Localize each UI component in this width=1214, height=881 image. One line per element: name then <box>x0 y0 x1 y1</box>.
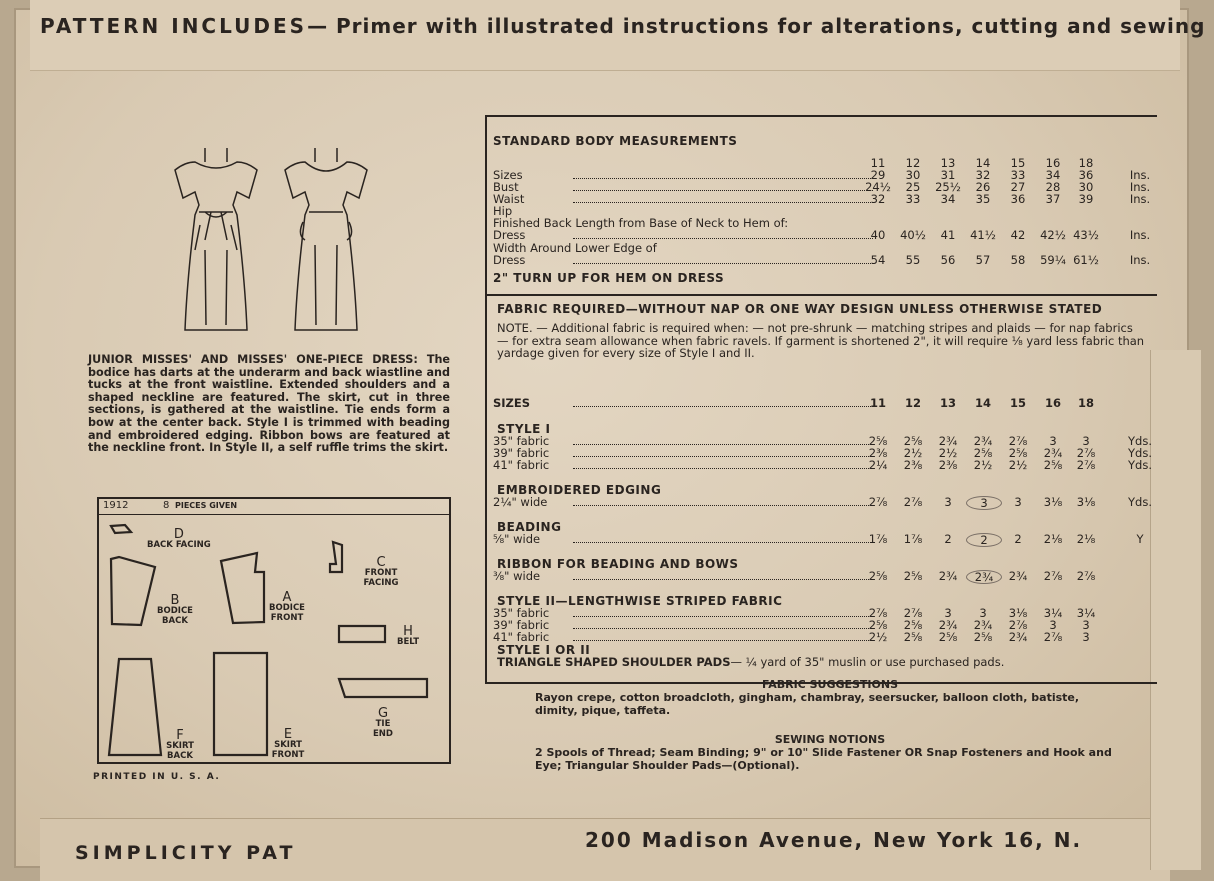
cell-value: 58 <box>1010 253 1026 267</box>
cell-value: 30 <box>905 168 921 182</box>
cell-value: 2½ <box>903 446 923 460</box>
leader-dots <box>573 579 873 580</box>
cell-value: 57 <box>975 253 991 267</box>
leader-dots <box>573 542 873 543</box>
cell-value: 3 <box>1049 434 1057 448</box>
piece-h-shape <box>339 626 385 642</box>
leader-dots <box>573 628 873 629</box>
cell-value: 11 <box>870 156 886 170</box>
cell-value: 2⅞ <box>903 495 923 509</box>
cell-value: 13 <box>940 156 956 170</box>
torn-edge <box>1150 350 1201 870</box>
cell-value: 3 <box>1049 618 1057 632</box>
shoulder-pads-line <box>497 655 1004 669</box>
table-row <box>493 254 1153 266</box>
group-title: EMBROIDERED EDGING <box>497 483 662 497</box>
cell-value: 2⅜ <box>903 458 923 472</box>
row-label: Bust <box>493 180 519 194</box>
dress-front-view <box>285 148 367 330</box>
cell-value: 2⅞ <box>1076 458 1096 472</box>
piece-c-shape <box>330 542 342 572</box>
cell-value: 25½ <box>935 180 961 194</box>
table-row <box>493 570 1153 582</box>
cell-value: 1⅞ <box>868 532 888 546</box>
cell-value: 2⅝ <box>903 434 923 448</box>
cell-value: 3¼ <box>1076 606 1096 620</box>
cell-value: 2¼ <box>868 458 888 472</box>
pieces-count-label: PIECES GIVEN <box>175 501 238 510</box>
row-label: 39" fabric <box>493 446 550 460</box>
cell-value: 55 <box>905 253 921 267</box>
cell-value: 2⅜ <box>938 458 958 472</box>
printed-in-usa: PRINTED IN U. S. A. <box>93 772 221 782</box>
cell-value: 2¾ <box>1008 630 1028 644</box>
cell-value: 3 <box>1014 495 1022 509</box>
cell-value: 2⅞ <box>868 495 888 509</box>
cell-value: 2¾ <box>938 618 958 632</box>
notions-text: 2 Spools of Thread; Seam Binding; 9" or 10" Slide Fastener OR Snap Fosteners and Hook and Eye; Triangular Shoulder Pads—(Optional). <box>535 746 1112 772</box>
leader-dots <box>573 616 873 617</box>
cell-value: 37 <box>1045 192 1061 206</box>
unit-label: Yds. <box>1128 446 1152 460</box>
measurements-title: STANDARD BODY MEASUREMENTS <box>493 134 738 148</box>
notions-title: SEWING NOTIONS <box>774 733 886 746</box>
unit-label: Ins. <box>1129 253 1151 267</box>
leader-dots <box>573 444 873 445</box>
piece-h-label: H BELT <box>397 624 420 647</box>
cell-value: 42½ <box>1040 228 1066 242</box>
cell-value: 2½ <box>938 446 958 460</box>
cell-value: 33 <box>1010 168 1026 182</box>
leader-dots <box>573 505 873 506</box>
table-row <box>493 496 1153 508</box>
table-row <box>493 533 1153 545</box>
row-label: ⅜" wide <box>493 569 541 583</box>
cell-value: 2 <box>944 532 952 546</box>
cell-value: 41½ <box>970 228 996 242</box>
cell-value: 12 <box>905 156 921 170</box>
cell-value: 2½ <box>973 458 993 472</box>
section-divider <box>487 294 1157 296</box>
cell-value: 32 <box>870 192 886 206</box>
cell-value: 26 <box>975 180 991 194</box>
cell-value: 3⅛ <box>1043 495 1063 509</box>
pattern-number: 1912 <box>103 500 129 511</box>
piece-b-shape <box>111 557 155 625</box>
cell-value: 2⅞ <box>1043 569 1063 583</box>
leader-dots <box>573 456 873 457</box>
cell-value: 54 <box>870 253 886 267</box>
piece-a-shape <box>221 553 264 623</box>
cell-value: 32 <box>975 168 991 182</box>
cell-value: 14 <box>974 396 991 410</box>
table-row <box>493 631 1153 643</box>
cell-value: 40 <box>870 228 886 242</box>
piece-d-shape <box>111 525 131 533</box>
leader-dots <box>573 238 873 239</box>
cell-value: 2¾ <box>973 618 993 632</box>
unit-label: Ins. <box>1129 192 1151 206</box>
pieces-count: 8 <box>163 500 170 511</box>
piece-c-label: C FRONT FACING <box>363 555 399 588</box>
row-label: Hip <box>493 204 513 218</box>
row-label: 41" fabric <box>493 630 550 644</box>
fabric-title: FABRIC REQUIRED—WITHOUT NAP OR ONE WAY DESIGN UNLESS OTHERWISE STATED <box>497 302 1103 316</box>
row-label: Waist <box>493 192 525 206</box>
cell-value: 33 <box>905 192 921 206</box>
cell-value: 3 <box>944 606 952 620</box>
cell-value: 2¾ <box>938 569 958 583</box>
row-label: SIZES <box>493 396 531 410</box>
row-label: Dress <box>493 228 526 242</box>
cell-value: 2⅝ <box>1008 446 1028 460</box>
cell-value: 14 <box>975 156 991 170</box>
row-label: Dress <box>493 253 526 267</box>
cell-value: 2⅝ <box>868 569 888 583</box>
cell-value: 29 <box>870 168 886 182</box>
cell-value: 2⅞ <box>1043 630 1063 644</box>
cell-value: 36 <box>1078 168 1094 182</box>
header <box>40 14 1205 38</box>
measurements-and-yardage-box <box>485 115 1157 684</box>
table-row <box>493 459 1153 471</box>
cell-value: 2 <box>1014 532 1022 546</box>
cell-value: 16 <box>1045 156 1061 170</box>
cell-value: 31 <box>940 168 956 182</box>
unit-label: Yds. <box>1128 495 1152 509</box>
unit-label: Ins. <box>1129 168 1151 182</box>
group-title: BEADING <box>497 520 562 534</box>
cell-value: 36 <box>1010 192 1026 206</box>
cell-value: 2⅝ <box>903 618 923 632</box>
cell-value: 12 <box>904 396 921 410</box>
table-row <box>493 229 1153 241</box>
row-label: 39" fabric <box>493 618 550 632</box>
cell-value: 2⅞ <box>1076 569 1096 583</box>
cell-value: 2⅝ <box>903 630 923 644</box>
row-label: 35" fabric <box>493 434 550 448</box>
leader-dots <box>573 406 873 407</box>
cell-value: 35 <box>975 192 991 206</box>
piece-b-label: B BODICE BACK <box>157 593 193 626</box>
cell-value: 59¼ <box>1040 253 1066 267</box>
cell-value: 2½ <box>1008 458 1028 472</box>
dress-illustrations <box>165 140 375 335</box>
unit-label: Ins. <box>1129 180 1151 194</box>
cell-value: 2¾ <box>966 570 1002 584</box>
fabric-suggestions <box>535 678 1125 717</box>
cell-value: 41 <box>940 228 956 242</box>
cell-value: 2¾ <box>973 434 993 448</box>
cell-value: 2⅝ <box>973 630 993 644</box>
piece-g-label: G TIE END <box>373 706 393 739</box>
cell-value: 34 <box>940 192 956 206</box>
row-label: 2¼" wide <box>493 495 548 509</box>
cell-value: 2¾ <box>1008 569 1028 583</box>
cell-value: 16 <box>1044 396 1061 410</box>
pattern-pieces-diagram <box>97 497 451 764</box>
cell-value: 2⅝ <box>868 434 888 448</box>
cell-value: 2⅝ <box>903 569 923 583</box>
cell-value: 2⅞ <box>1008 434 1028 448</box>
cell-value: 3 <box>1082 630 1090 644</box>
cell-value: 43½ <box>1073 228 1099 242</box>
cell-value: 3 <box>944 495 952 509</box>
cell-value: 34 <box>1045 168 1061 182</box>
cell-value: 2⅞ <box>868 606 888 620</box>
leader-dots <box>573 468 873 469</box>
leader-dots <box>573 263 873 264</box>
cell-value: 1⅞ <box>903 532 923 546</box>
unit-label: Y <box>1136 532 1144 546</box>
fabric-note: NOTE. — Additional fabric is required when: — not pre-shrunk — matching stripes and plaids — for nap fabrics — for extra seam allowance when fabric ravels. If garment is shortened 2", it will require ⅛ yard less fabric than yardage given for every size of Style I and II. <box>497 321 1145 360</box>
piece-e-label: E SKIRT FRONT <box>271 727 305 760</box>
sewing-notions <box>535 733 1125 772</box>
cell-value: 25 <box>905 180 921 194</box>
cell-value: 61½ <box>1073 253 1099 267</box>
publisher-address: 200 Madison Avenue, New York 16, N. <box>585 828 1083 852</box>
group-title: STYLE II—LENGTHWISE STRIPED FABRIC <box>497 594 783 608</box>
cell-value: 39 <box>1078 192 1094 206</box>
shoulder-label: TRIANGLE SHAPED SHOULDER PADS <box>497 655 731 669</box>
cell-value: 3⅛ <box>1076 495 1096 509</box>
cell-value: 13 <box>939 396 956 410</box>
leader-dots <box>573 178 873 179</box>
cell-value: 2⅛ <box>1043 532 1063 546</box>
cell-value: 3 <box>966 496 1002 510</box>
cell-value: 2⅜ <box>868 446 888 460</box>
cell-value: 18 <box>1078 156 1094 170</box>
cell-value: 2⅞ <box>1008 618 1028 632</box>
header-title: PATTERN INCLUDES <box>40 14 308 38</box>
table-row <box>493 397 1153 409</box>
unit-label: Yds. <box>1128 458 1152 472</box>
cell-value: 2¾ <box>1043 446 1063 460</box>
table-row <box>493 193 1153 205</box>
cell-value: 2¾ <box>938 434 958 448</box>
header-subtitle: — Primer with illustrated instructions for alterations, cutting and sewing <box>307 14 1206 38</box>
unit-label: Ins. <box>1129 228 1151 242</box>
row-label: Finished Back Length from Base of Neck to Hem of: <box>493 216 789 230</box>
cell-value: 11 <box>869 396 886 410</box>
cell-value: 15 <box>1010 156 1026 170</box>
cell-value: 3⅛ <box>1008 606 1028 620</box>
unit-label: Yds. <box>1128 434 1152 448</box>
group-title: RIBBON FOR BEADING AND BOWS <box>497 557 739 571</box>
piece-f-shape <box>109 659 161 755</box>
cell-value: 2½ <box>868 630 888 644</box>
cell-value: 3¼ <box>1043 606 1063 620</box>
shoulder-text: — ¼ yard of 35" muslin or use purchased pads. <box>730 655 1005 669</box>
row-label: ⅝" wide <box>493 532 541 546</box>
leader-dots <box>573 190 873 191</box>
shoulder-title: STYLE I OR II <box>497 643 591 657</box>
cell-value: 27 <box>1010 180 1026 194</box>
suggestions-title: FABRIC SUGGESTIONS <box>761 678 899 691</box>
cell-value: 28 <box>1045 180 1061 194</box>
cell-value: 15 <box>1009 396 1026 410</box>
cell-value: 30 <box>1078 180 1094 194</box>
cell-value: 2⅛ <box>1076 532 1096 546</box>
cell-value: 2⅞ <box>1076 446 1096 460</box>
cell-value: 2⅝ <box>973 446 993 460</box>
suggestions-text: Rayon crepe, cotton broadcloth, gingham, chambray, seersucker, balloon cloth, batiste, dimity, pique, taffeta. <box>535 691 1080 717</box>
row-label: 35" fabric <box>493 606 550 620</box>
cell-value: 3 <box>1082 434 1090 448</box>
dress-back-view <box>175 148 257 330</box>
cell-value: 2⅝ <box>938 630 958 644</box>
hem-note: 2" TURN UP FOR HEM ON DRESS <box>493 271 725 285</box>
row-label: Width Around Lower Edge of <box>493 241 657 255</box>
cell-value: 2⅞ <box>903 606 923 620</box>
cell-value: 3 <box>979 606 987 620</box>
piece-g-shape <box>339 679 427 697</box>
cell-value: 2 <box>966 533 1002 547</box>
pattern-description: JUNIOR MISSES' AND MISSES' ONE-PIECE DRESS: The bodice has darts at the underarm and back wiastline and tucks at the front waistline. Extended shoulders and a shaped neckline are featured. The skirt, cut in three sections, is gathered at the waistline. Tie ends form a bow at the center back. Style I is trimmed with beading and embroidered edging. Ribbon bows are featured at the neckline front. In Style II, a self ruffle trims the skirt. <box>88 353 450 455</box>
cell-value: 42 <box>1010 228 1026 242</box>
piece-a-label: A BODICE FRONT <box>269 590 305 623</box>
cell-value: 24½ <box>865 180 891 194</box>
piece-d-label: D BACK FACING <box>147 527 211 550</box>
leader-dots <box>573 640 873 641</box>
row-label: 41" fabric <box>493 458 550 472</box>
piece-f-label: F SKIRT BACK <box>166 728 194 761</box>
cell-value: 2⅝ <box>1043 458 1063 472</box>
cell-value: 3 <box>1082 618 1090 632</box>
cell-value: 40½ <box>900 228 926 242</box>
brand-name: SIMPLICITY PAT <box>75 842 297 864</box>
leader-dots <box>573 202 873 203</box>
row-label: Sizes <box>493 168 523 182</box>
cell-value: 56 <box>940 253 956 267</box>
piece-e-shape <box>214 653 267 755</box>
cell-value: 18 <box>1077 396 1094 410</box>
cell-value: 2⅝ <box>868 618 888 632</box>
group-title: STYLE I <box>497 422 551 436</box>
